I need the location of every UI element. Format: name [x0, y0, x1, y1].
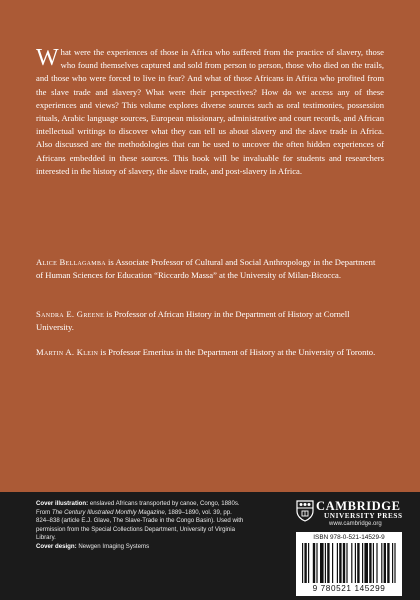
barcode-bar	[313, 543, 315, 583]
barcode-bar	[362, 543, 363, 583]
barcode-bars-icon	[302, 543, 398, 583]
barcode-bar	[387, 543, 389, 583]
barcode-digits: 9 780521 145299	[312, 584, 386, 593]
barcode-bar	[355, 543, 356, 583]
barcode-bar	[327, 543, 329, 583]
barcode-bar	[351, 543, 352, 583]
illustration-text: enslaved Africans transported by canoe, Congo, 1880s. From	[36, 500, 240, 516]
publisher-subtitle: UNIVERSITY PRESS	[324, 512, 403, 520]
author-bio-bellagamba	[36, 256, 384, 282]
barcode-bar	[308, 543, 309, 583]
barcode-bar	[373, 543, 374, 583]
barcode-bar	[346, 543, 347, 583]
author-bio-greene	[36, 308, 384, 334]
design-text: Newgen Imaging Systems	[76, 542, 150, 550]
illustration-label: Cover illustration:	[36, 500, 89, 507]
blurb-paragraph	[36, 46, 384, 178]
barcode-bar	[381, 543, 382, 583]
isbn-label: ISBN 978-0-521-14529-9	[313, 534, 385, 541]
design-credit	[36, 543, 244, 552]
barcode-bar	[316, 543, 317, 583]
footer-band	[0, 492, 420, 600]
author-name: Alice Bellagamba	[36, 257, 106, 267]
barcode-bar	[337, 543, 338, 583]
isbn-barcode	[296, 532, 402, 596]
barcode-bar	[302, 543, 303, 583]
barcode-bar	[343, 543, 345, 583]
university-crest-icon	[296, 500, 314, 522]
barcode-bar	[325, 543, 326, 583]
blurb-text: hat were the experiences of those in Africa who suffered from the practice of slavery, those who found themselves captured and sold from person to person, those who died on the trails, and those who were forced to live in fear? And what of those Africans in Africa who profited from the slave trade and slavery? What were their perspectives? How do we access any of these experiences and views? This volume explores diverse sources such as oral testimonies, possession rituals, Arabic language sources, European missionary, administrative and court records, and African intellectual writings to discover what they can tell us about slavery and the slave trade in Africa. Also discussed are the methodologies that can be used to uncover the often hidden experiences of Africans embedded in these sources. This book will be invaluable for students and researchers interested in the history of slavery, the slave trade, and post-slavery in Africa.	[36, 47, 384, 176]
barcode-bar	[357, 543, 359, 583]
author-bio-text: is Professor Emeritus in the Department of History at the University of Toronto.	[98, 347, 376, 357]
barcode-bar	[369, 543, 371, 583]
publisher-name: CAMBRIDGE	[316, 499, 401, 513]
barcode-bar	[364, 543, 368, 583]
design-label: Cover design:	[36, 542, 77, 550]
barcode-bar	[320, 543, 324, 583]
cover-credits	[36, 500, 244, 552]
barcode-bar	[339, 543, 341, 583]
author-name: Sandra E. Greene	[36, 309, 105, 319]
barcode-bar	[304, 543, 306, 583]
illustration-credit	[36, 500, 244, 543]
barcode-bar	[376, 543, 377, 583]
illustration-source: The Century Illustrated Monthly Magazine	[51, 508, 165, 516]
barcode-bar	[392, 543, 393, 583]
author-bio-text: is Professor of African History in the Department of History at Cornell University.	[36, 309, 350, 332]
illustration-text-cont: , 1889–1890, vol. 39, pp. 824–838 (article E.J. Glave, The Slave-Trade in the Congo Basin). Used with permission from the Special Collections Department, University of Virginia Library.	[36, 508, 244, 542]
author-bio-klein	[36, 346, 384, 359]
author-bio-text: is Associate Professor of Cultural and Social Anthropology in the Department of Human Sciences for Education “Riccardo Massa” at the University of Milan-Bicocca.	[36, 257, 376, 280]
barcode-bar	[332, 543, 333, 583]
drop-cap: W	[36, 45, 59, 71]
author-name: Martin A. Klein	[36, 347, 99, 357]
barcode-bar	[384, 543, 386, 583]
publisher-url: www.cambridge.org	[329, 521, 382, 527]
barcode-bar	[394, 543, 395, 583]
